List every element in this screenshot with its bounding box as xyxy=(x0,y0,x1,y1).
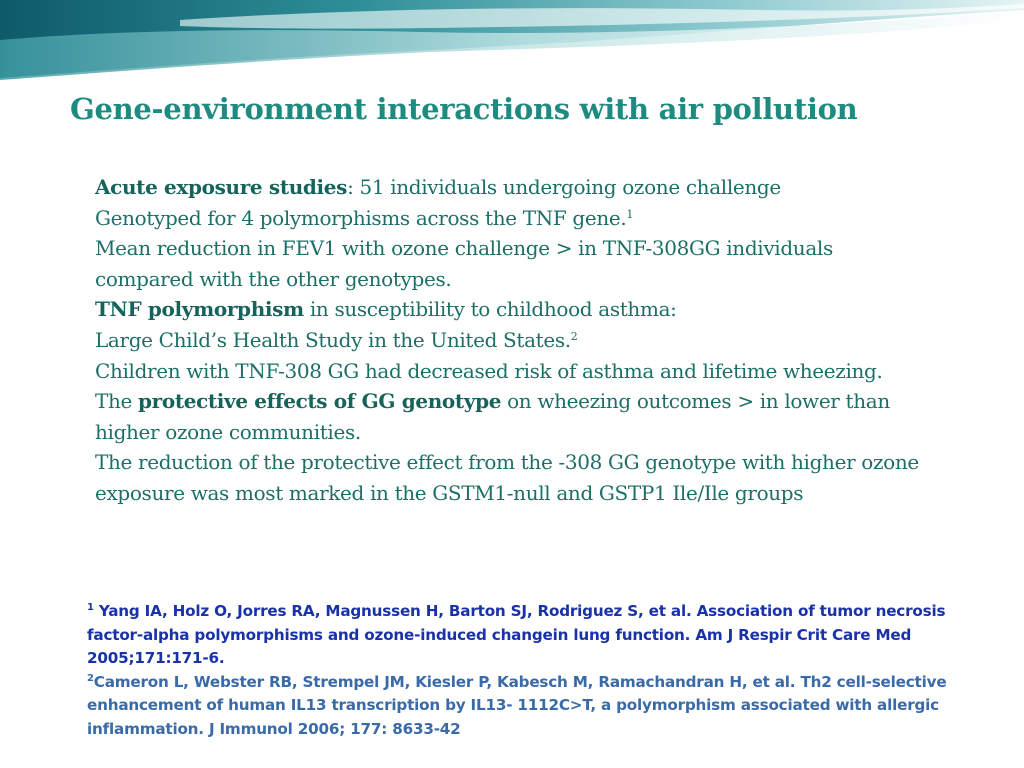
body-line-children-tnf: Children with TNF-308 GG had decreased risk of asthma and lifetime wheezing. xyxy=(95,358,883,383)
slide-title: Gene-environment interactions with air pollution xyxy=(70,92,858,126)
body-line-protective-effects: The protective effects of GG genotype on wheezing outcomes > in lower than higher ozone communities. xyxy=(95,389,890,444)
bold-protective-effects: protective effects of GG genotype xyxy=(138,389,502,414)
reference-1-text: Yang IA, Holz O, Jorres RA, Magnussen H, Barton SJ, Rodriguez S, et al. Association of tumor necrosis factor-alpha polymorphisms and ozone-induced changein lung function. Am J Respir Crit Care Med 2005;171:171-6. xyxy=(87,602,946,667)
body-line-acute-exposure: Acute exposure studies: 51 individuals undergoing ozone challenge xyxy=(95,175,781,199)
body-line-childs-health-study: Large Child’s Health Study in the United States.$^2$ xyxy=(95,327,578,352)
body-line-reduction-protective: The reduction of the protective effect from the -308 GG genotype with higher ozone exposure was most marked in the GSTM1-null and GSTP1 Ile/Ile groups xyxy=(95,450,919,505)
reference-1-marker: 1 xyxy=(87,602,94,613)
reference-2-text: Cameron L, Webster RB, Strempel JM, Kiesler P, Kabesch M, Ramachandran H, et al. Th2 cell-selective enhancement of human IL13 transcription by IL13- 1112C>T, a polymorphism associated with allergic inflammation. J Immunol 2006; 177: 8633-42 xyxy=(87,672,947,738)
decorative-wave-banner xyxy=(0,0,1024,80)
bold-acute-exposure: Acute exposure studies xyxy=(95,175,348,199)
reference-2 xyxy=(87,671,957,742)
citation-2: 2 xyxy=(570,329,578,343)
bold-tnf-polymorphism: TNF polymorphism xyxy=(95,297,304,322)
reference-1 xyxy=(87,600,957,671)
body-line-genotyped: Genotyped for 4 polymorphisms across the TNF gene.$^1$ xyxy=(95,205,634,230)
reference-2-marker: 2 xyxy=(87,672,94,684)
body-line-tnf-polymorphism: TNF polymorphism in susceptibility to childhood asthma: xyxy=(95,297,677,322)
slide-body xyxy=(95,172,925,509)
references xyxy=(87,600,957,741)
body-line-mean-reduction: Mean reduction in FEV1 with ozone challenge > in TNF-308GG individuals compared with the other genotypes. xyxy=(95,236,833,291)
citation-1: 1 xyxy=(626,207,634,221)
